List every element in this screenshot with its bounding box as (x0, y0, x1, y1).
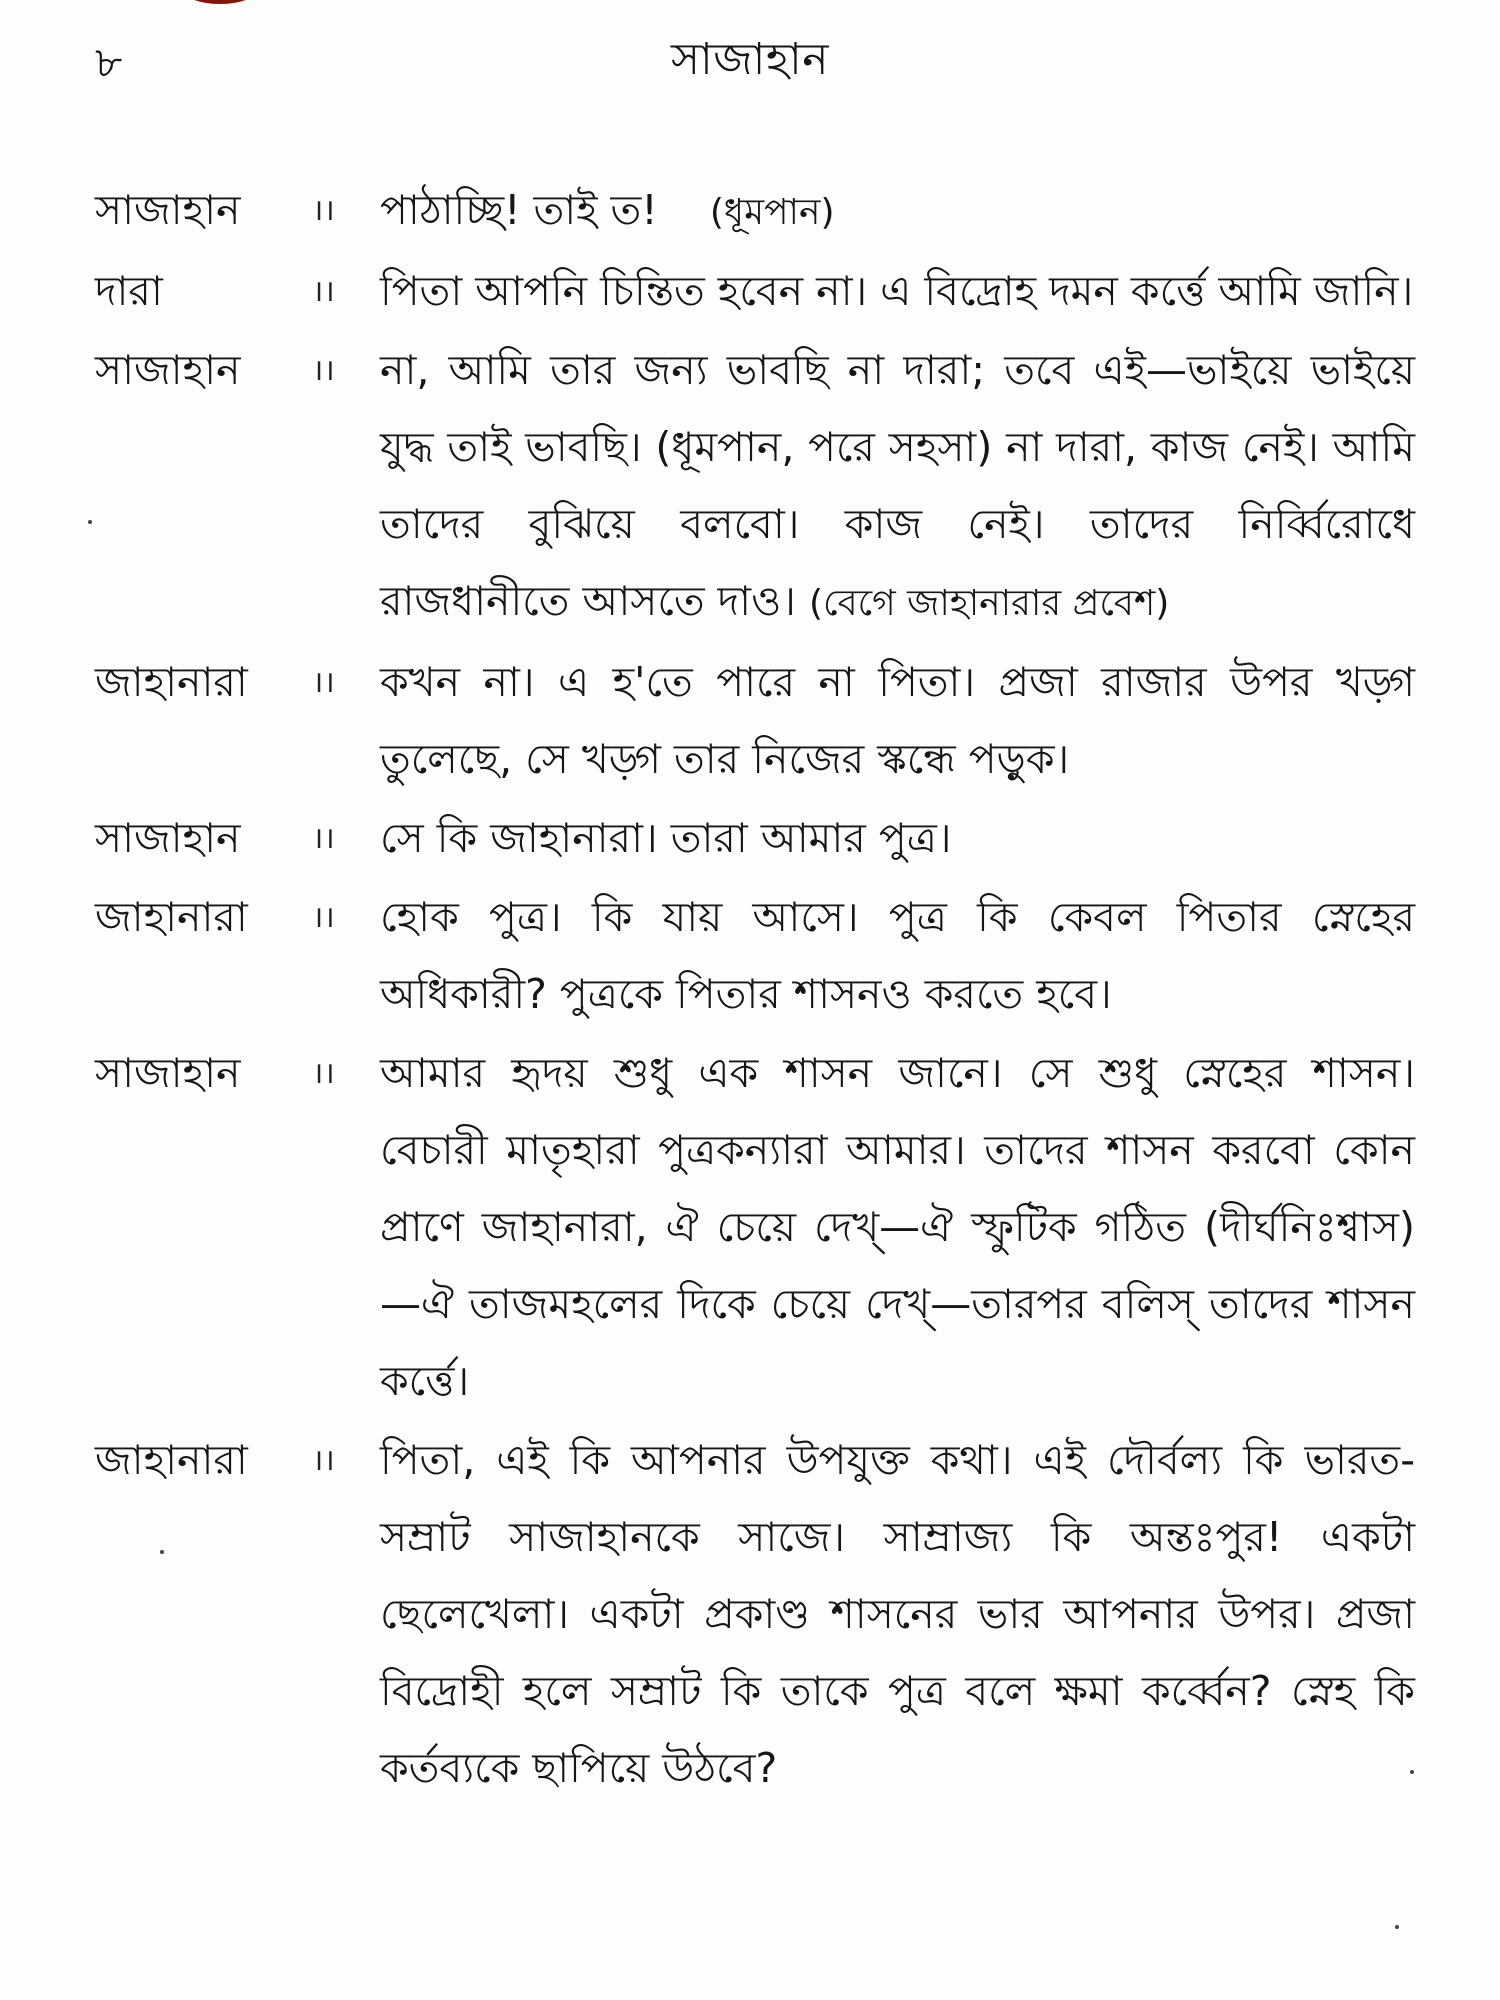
speech-text (380, 644, 1415, 798)
running-title: সাজাহান (670, 34, 830, 85)
speaker-name: জাহানারা (95, 893, 248, 941)
speaker-name: সাজাহান (95, 1049, 241, 1097)
speech-body: সে কি জাহানারা। তারা আমার পুত্র। (380, 814, 952, 862)
speech-text (380, 1035, 1415, 1420)
speaker-separator: ।। (312, 353, 335, 388)
page-edge-mark (180, 0, 260, 4)
speech-body: পিতা আপনি চিন্তিত হবেন না। এ বিদ্রোহ দমন কর্ত্তে আমি জানি। (380, 267, 1414, 315)
speech-body: আমার হৃদয় শুধু এক শাসন জানে। সে শুধু স্নেহের শাসন। বেচারী মাতৃহারা পুত্রকন্যারা আমার। তাদের শাসন করবো কোন প্রাণে জাহানারা, ঐ চেয়ে দেখ্—ঐ স্ফুটিক গঠিত (দীর্ঘনিঃশ্বাস)—ঐ তাজমহলের দিকে চেয়ে দেখ্—তারপর বলিস্ তাদের শাসন কর্ত্তে। (380, 1049, 1415, 1405)
dialogue-line (95, 253, 1415, 330)
speaker-separator: ।। (312, 1056, 335, 1091)
speech-body: না, আমি তার জন্য ভাবছি না দারা; তবে এই—ভাইয়ে ভাইয়ে যুদ্ধ তাই ভাবছি। (ধূমপান, পরে সহসা) না দারা, কাজ নেই। আমি তাদের বুঝিয়ে বলবো। কাজ নেই। তাদের নির্ব্বিরোধে রাজধানীতে আসতে দাও। (380, 346, 1415, 625)
speaker-name: সাজাহান (95, 814, 241, 862)
print-speck (160, 1550, 164, 1554)
speech-body: হোক পুত্র। কি যায় আসে। পুত্র কি কেবল পিতার স্নেহের অধিকারী? পুত্রকে পিতার শাসনও করতে হবে। (380, 893, 1415, 1018)
speech-body: কখন না। এ হ'তে পারে না পিতা। প্রজা রাজার উপর খড়্গ তুলেছে, সে খড়্গ তার নিজের স্কন্ধে পড়ুক। (380, 658, 1415, 783)
speech-text (380, 332, 1415, 642)
speaker-name: সাজাহান (95, 186, 241, 234)
speech-body: পিতা, এই কি আপনার উপযুক্ত কথা। এই দৌর্বল্য কি ভারত-সম্রাট সাজাহানকে সাজে। সাম্রাজ্য কি অন্তঃপুর! একটা ছেলেখেলা। একটা প্রকাণ্ড শাসনের ভার আপনার উপর। প্রজা বিদ্রোহী হলে সম্রাট কি তাকে পুত্র বলে ক্ষমা কর্ব্বেন? স্নেহ কি কর্তব্যকে ছাপিয়ে উঠবে? (380, 1436, 1415, 1792)
speech-body: পাঠাচ্ছি! তাই ত! (380, 186, 658, 234)
speech-text (380, 1422, 1415, 1807)
dialogue-line (95, 644, 1415, 798)
dialogue-line (95, 879, 1415, 1033)
speech-text (380, 800, 1415, 877)
page-number: ৮ (95, 38, 123, 87)
speaker-separator: ।। (312, 900, 335, 935)
print-speck (88, 520, 92, 524)
print-speck (1395, 1925, 1399, 1929)
dialogue-line (95, 1422, 1415, 1807)
speech-text (380, 879, 1415, 1033)
dialogue-line (95, 800, 1415, 877)
speech-text (380, 253, 1415, 330)
print-speck (1410, 1770, 1414, 1774)
speaker-separator: ।। (312, 1443, 335, 1478)
speaker-separator: ।। (312, 274, 335, 309)
dialogue-line (95, 1035, 1415, 1420)
stage-direction: (বেগে জাহানারার প্রবেশ) (808, 583, 1170, 624)
dialogue-block (95, 172, 1415, 1809)
dialogue-line (95, 172, 1415, 251)
speaker-name: জাহানারা (95, 658, 248, 706)
speaker-separator: ।। (312, 193, 335, 228)
speaker-name: সাজাহান (95, 346, 241, 394)
stage-direction: (ধূমপান) (709, 192, 835, 233)
speech-text (380, 172, 1415, 251)
dialogue-line (95, 332, 1415, 642)
speaker-separator: ।। (312, 821, 335, 856)
speaker-separator: ।। (312, 665, 335, 700)
speaker-name: দারা (95, 267, 163, 315)
speaker-name: জাহানারা (95, 1436, 248, 1484)
